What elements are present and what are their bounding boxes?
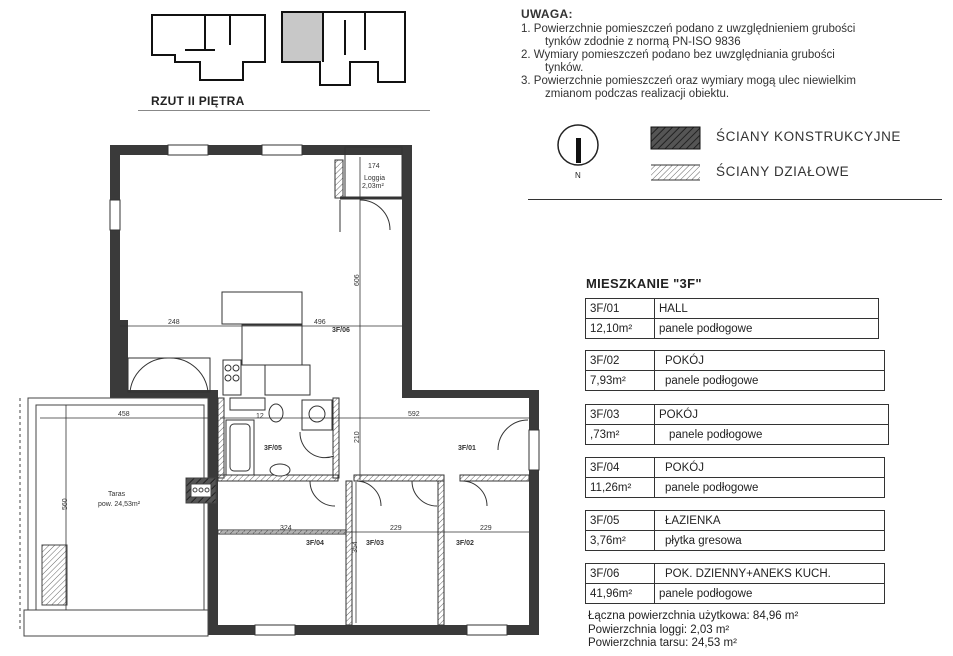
room-area: ,73m² xyxy=(586,425,655,445)
dim-458: 458 xyxy=(118,411,130,418)
room-table-03 xyxy=(585,404,889,445)
notes-heading: UWAGA: xyxy=(521,7,573,21)
key-plan-left xyxy=(152,15,265,80)
area-totals xyxy=(588,610,798,651)
note-1: 1. Powierzchnie pomieszczeń podano z uwzględnieniem grubości xyxy=(521,23,856,35)
dim-229b: 229 xyxy=(480,525,492,532)
floor-level-label: RZUT II PIĘTRA xyxy=(151,94,245,108)
room-label-05: 3F/05 xyxy=(264,445,282,452)
room-id: 3F/05 xyxy=(586,511,655,531)
legend-structural-label: ŚCIANY KONSTRUKCYJNE xyxy=(716,129,902,144)
room-area: 3,76m² xyxy=(586,531,655,551)
room-finish: panele podłogowe xyxy=(655,478,885,498)
dim-496: 496 xyxy=(314,319,326,326)
key-plan-right xyxy=(282,12,405,85)
balcony-doors xyxy=(128,358,210,392)
terrace xyxy=(20,398,216,636)
total-usable-area: Łączna powierzchnia użytkowa: 84,96 m² xyxy=(588,610,799,622)
dim-354: 354 xyxy=(352,541,359,553)
dim-12: 12 xyxy=(256,413,264,420)
terrace-area: pow. 24,53m² xyxy=(98,501,141,508)
loggia-dim: 174 xyxy=(368,163,380,170)
note-3: 3. Powierzchnie pomieszczeń oraz wymiary mogą ulec niewielkim xyxy=(521,75,856,87)
room-table-02 xyxy=(585,350,885,391)
north-arrow-icon xyxy=(558,125,598,180)
dim-210: 210 xyxy=(354,431,361,443)
dim-592: 592 xyxy=(408,411,420,418)
total-terrace-area: Powierzchnia tarsu: 24,53 m² xyxy=(588,637,737,649)
room-name: POKÓJ xyxy=(655,458,885,478)
note-3-cont: zmianom podczas realizacji obiektu. xyxy=(545,88,730,100)
room-id: 3F/03 xyxy=(586,405,655,425)
note-1-cont: tynków zdodnie z normą PN-ISO 9836 xyxy=(545,36,741,48)
room-area: 12,10m² xyxy=(586,319,655,339)
room-label-02: 3F/02 xyxy=(456,540,474,547)
room-area: 11,26m² xyxy=(586,478,655,498)
legend-partition-label: ŚCIANY DZIAŁOWE xyxy=(716,164,850,179)
room-table-04 xyxy=(585,457,885,498)
loggia-label: Loggia xyxy=(364,175,386,182)
room-finish: panele podłogowe xyxy=(655,319,879,339)
partition-walls xyxy=(218,398,529,625)
legend-divider xyxy=(528,199,942,200)
structural-walls xyxy=(110,145,539,635)
kitchen-furniture xyxy=(222,292,310,410)
level-underline xyxy=(138,110,430,111)
loggia-area: 2,03m² xyxy=(362,183,384,190)
total-loggia-area: Powierzchnia loggi: 2,03 m² xyxy=(588,623,730,636)
note-2: 2. Wymiary pomieszczeń podano bez uwzględniania grubości xyxy=(521,49,835,61)
note-2-cont: tynków. xyxy=(545,62,584,74)
dim-560: 560 xyxy=(62,498,69,510)
room-name: POKÓJ xyxy=(655,351,885,371)
room-table-05 xyxy=(585,510,885,551)
room-id: 3F/01 xyxy=(586,299,655,319)
room-finish: panele podłogowe xyxy=(655,425,889,445)
structural-wall-swatch xyxy=(651,127,700,149)
room-label-06: 3F/06 xyxy=(332,327,350,334)
partition-wall-swatch xyxy=(651,165,700,180)
room-table-06 xyxy=(585,563,885,604)
room-name: ŁAZIENKA xyxy=(655,511,885,531)
dim-248: 248 xyxy=(168,319,180,326)
room-finish: płytka gresowa xyxy=(655,531,885,551)
dim-324: 324 xyxy=(280,525,292,532)
dim-229a: 229 xyxy=(390,525,402,532)
dim-606: 606 xyxy=(354,274,361,286)
room-table-01 xyxy=(585,298,879,339)
room-area: 7,93m² xyxy=(586,371,655,391)
notes-block xyxy=(521,8,941,101)
room-area: 41,96m² xyxy=(586,584,655,604)
north-label: N xyxy=(575,171,581,180)
room-label-04: 3F/04 xyxy=(306,540,324,547)
room-id: 3F/06 xyxy=(586,564,655,584)
room-label-01: 3F/01 xyxy=(458,445,476,452)
room-label-03: 3F/03 xyxy=(366,540,384,547)
room-id: 3F/04 xyxy=(586,458,655,478)
bathroom-fixtures xyxy=(226,400,334,476)
room-finish: panele podłogowe xyxy=(655,371,885,391)
apartment-title: MIESZKANIE "3F" xyxy=(586,276,702,291)
door-swings xyxy=(310,420,528,506)
terrace-label: Taras xyxy=(108,491,126,498)
room-name: HALL xyxy=(655,299,879,319)
room-id: 3F/02 xyxy=(586,351,655,371)
room-name: POKÓJ xyxy=(655,405,889,425)
room-name: POK. DZIENNY+ANEKS KUCH. xyxy=(655,564,885,584)
room-finish: panele podłogowe xyxy=(655,584,885,604)
